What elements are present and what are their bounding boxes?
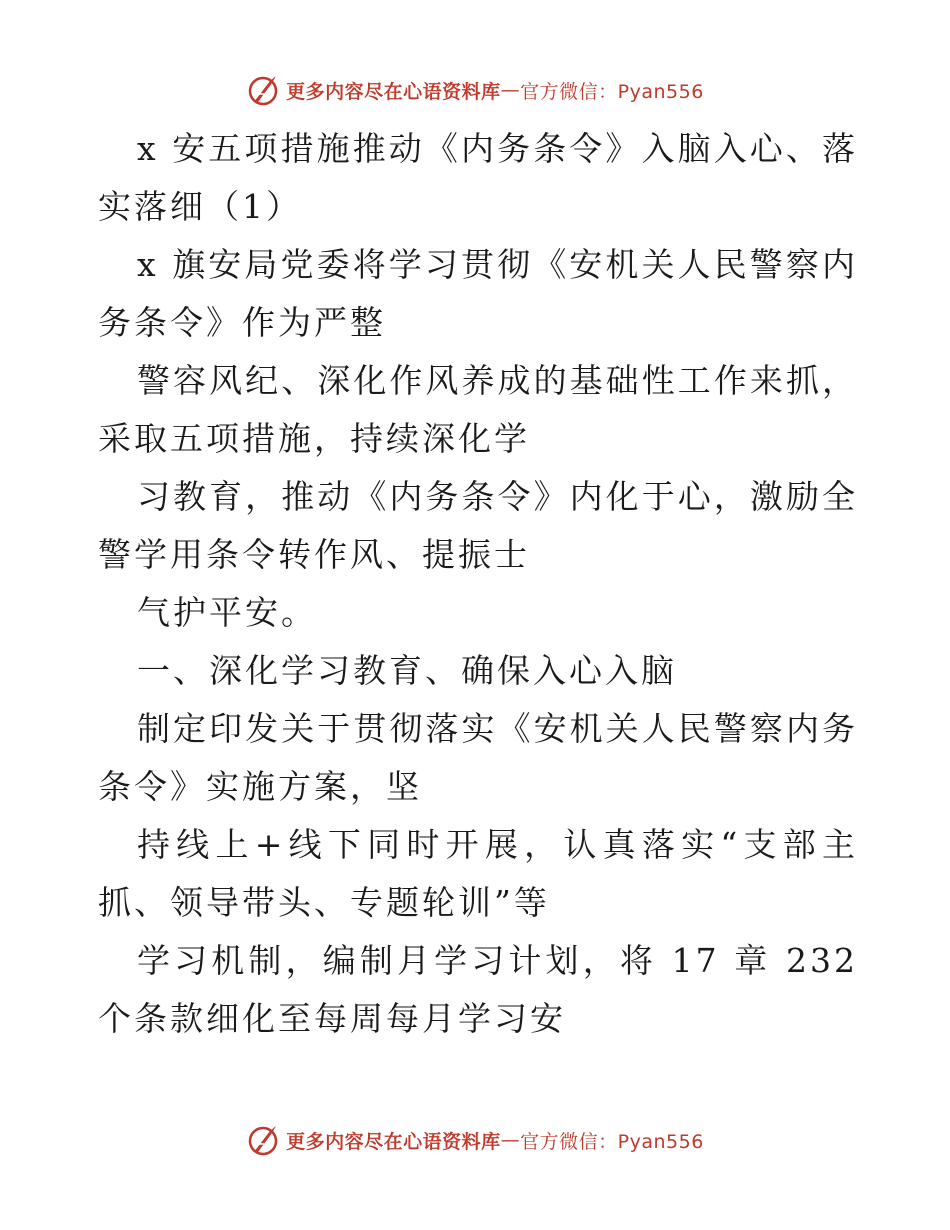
quill-pen-logo-icon	[246, 1122, 282, 1158]
paragraph-title: x 安五项措施推动《内务条令》入脑入心、落实落细（1）	[98, 129, 858, 226]
banner-dash: —	[500, 79, 521, 101]
paragraph: 习教育，推动《内务条令》内化于心，激励全警学用条令转作风、提振士	[98, 477, 858, 574]
banner-main-text: 更多内容尽在心语资料库	[286, 80, 501, 103]
section-heading: 一、深化学习教育、确保入心入脑	[137, 651, 677, 690]
quill-pen-logo-icon	[246, 72, 282, 108]
banner-wechat-text: 官方微信：Pyan556	[520, 1130, 704, 1153]
paragraph: 持线上+线下同时开展，认真落实“支部主抓、领导带头、专题轮训”等	[98, 825, 858, 922]
paragraph: 制定印发关于贯彻落实《安机关人民警察内务条令》实施方案，坚	[98, 709, 858, 806]
paragraph: 气护平安。	[137, 593, 317, 632]
header-banner	[0, 70, 950, 110]
paragraph: 警容风纪、深化作风养成的基础性工作来抓，采取五项措施，持续深化学	[98, 361, 858, 458]
banner-dash: —	[500, 1129, 521, 1151]
banner-main-text: 更多内容尽在心语资料库	[286, 1130, 501, 1153]
paragraph: 学习机制，编制月学习计划，将 17 章 232 个条款细化至每周每月学习安	[98, 941, 858, 1038]
footer-banner	[0, 1120, 950, 1160]
document-body	[98, 120, 858, 1048]
banner-wechat-text: 官方微信：Pyan556	[520, 80, 704, 103]
paragraph: x 旗安局党委将学习贯彻《安机关人民警察内务条令》作为严整	[98, 245, 858, 342]
